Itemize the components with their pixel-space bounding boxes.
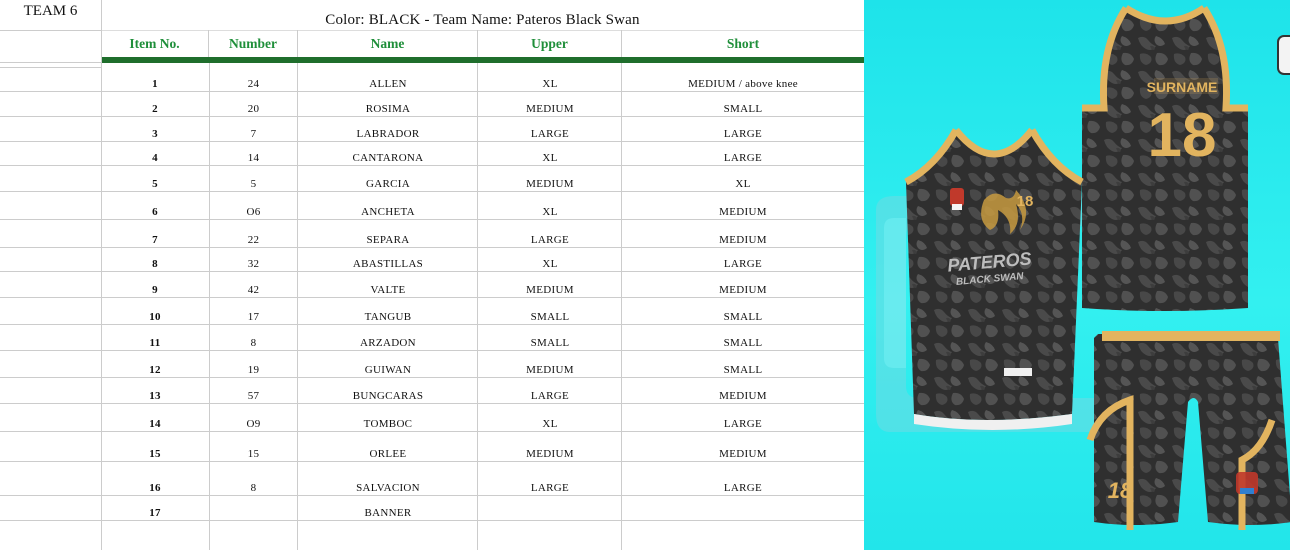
cell-short[interactable]: MEDIUM	[719, 284, 767, 296]
cell-name[interactable]: BUNGCARAS	[352, 390, 424, 402]
cell-name[interactable]: LABRADOR	[356, 128, 420, 140]
cell-name[interactable]: ORLEE	[369, 448, 407, 460]
gridline	[0, 62, 101, 63]
cell-item[interactable]: 8	[152, 258, 158, 270]
cell-short[interactable]: LARGE	[723, 418, 763, 430]
cell-name[interactable]: SEPARA	[366, 234, 410, 246]
cell-item[interactable]: 16	[149, 482, 161, 494]
cell-number[interactable]: 19	[247, 364, 260, 376]
cell-number[interactable]: 5	[250, 178, 257, 190]
cell-short[interactable]: XL	[735, 178, 751, 190]
table-row[interactable]	[101, 248, 864, 272]
cell-name[interactable]: VALTE	[370, 284, 406, 296]
gridline	[0, 91, 101, 92]
gridline	[0, 520, 101, 521]
cell-upper[interactable]: LARGE	[530, 482, 570, 494]
gridline	[0, 271, 101, 272]
cell-short[interactable]: SMALL	[723, 337, 763, 349]
cell-upper[interactable]: SMALL	[530, 311, 570, 323]
cell-item[interactable]: 2	[152, 103, 158, 115]
cell-name[interactable]: TANGUB	[364, 311, 412, 323]
cell-item[interactable]: 17	[149, 507, 161, 519]
col-header-upper[interactable]: Upper	[478, 30, 622, 57]
table-row[interactable]	[101, 351, 864, 378]
cell-number[interactable]: 14	[247, 152, 260, 164]
chest-text-pateros: PATEROS	[946, 248, 1033, 276]
cell-item[interactable]: 12	[149, 364, 161, 376]
cell-name[interactable]: GARCIA	[366, 178, 410, 190]
table-row[interactable]	[101, 378, 864, 404]
cell-upper[interactable]: MEDIUM	[526, 103, 574, 115]
cell-name[interactable]: ALLEN	[369, 78, 407, 90]
cell-upper[interactable]: XL	[542, 152, 558, 164]
cell-number[interactable]: 8	[250, 482, 257, 494]
table-row[interactable]	[101, 462, 864, 496]
table-row[interactable]	[101, 166, 864, 192]
back-number: 18	[1147, 101, 1217, 170]
cell-name[interactable]: GUIWAN	[364, 364, 412, 376]
cell-name[interactable]: SALVACION	[356, 482, 420, 494]
cell-item[interactable]: 1	[152, 78, 158, 90]
cell-item[interactable]: 10	[149, 311, 161, 323]
cell-number[interactable]: 22	[247, 234, 260, 246]
table-row[interactable]	[101, 272, 864, 298]
cell-item[interactable]: 14	[149, 418, 161, 430]
cell-number[interactable]: 24	[247, 78, 260, 90]
cell-upper[interactable]: XL	[542, 418, 558, 430]
front-number: 18	[1016, 193, 1034, 210]
cell-short[interactable]: LARGE	[723, 128, 763, 140]
jersey-illustration	[864, 0, 1290, 550]
cell-number[interactable]: 32	[247, 258, 260, 270]
gridline	[0, 247, 101, 248]
cell-upper[interactable]: MEDIUM	[526, 178, 574, 190]
col-header-number[interactable]: Number	[209, 30, 298, 57]
col-header-short[interactable]: Short	[726, 36, 760, 51]
cell-upper[interactable]: XL	[542, 258, 558, 270]
gridline	[0, 324, 101, 325]
cell-short[interactable]: SMALL	[723, 311, 763, 323]
table-row[interactable]	[101, 63, 864, 92]
cell-number[interactable]: O9	[246, 418, 261, 430]
cell-short[interactable]: MEDIUM	[719, 390, 767, 402]
cell-number[interactable]: 17	[247, 311, 260, 323]
table-row[interactable]	[101, 117, 864, 142]
cell-number[interactable]: 7	[250, 128, 257, 140]
shorts-number: 18	[1107, 478, 1133, 503]
cell-short[interactable]: LARGE	[723, 152, 763, 164]
edge-badge	[1278, 36, 1290, 74]
cell-upper[interactable]: SMALL	[530, 337, 570, 349]
cell-upper[interactable]: MEDIUM	[526, 284, 574, 296]
cell-number[interactable]: 20	[247, 103, 260, 115]
table-row[interactable]	[101, 298, 864, 325]
cell-upper[interactable]: LARGE	[530, 128, 570, 140]
cell-short[interactable]: MEDIUM	[719, 234, 767, 246]
col-header-name[interactable]: Name	[298, 30, 478, 57]
table-row[interactable]	[101, 325, 864, 351]
gridline	[0, 431, 101, 432]
cell-short[interactable]: MEDIUM	[719, 448, 767, 460]
col-header-item-no[interactable]: Item No.	[101, 30, 209, 57]
cell-item[interactable]: 4	[152, 152, 158, 164]
cell-item[interactable]: 7	[152, 234, 158, 246]
cell-item[interactable]: 11	[149, 337, 161, 349]
cell-number[interactable]: 57	[247, 390, 260, 402]
cell-item[interactable]: 13	[149, 390, 161, 402]
gridline	[0, 461, 101, 462]
team-label: TEAM 6	[0, 0, 102, 31]
cell-short[interactable]: LARGE	[723, 482, 763, 494]
cell-number[interactable]: 8	[250, 337, 257, 349]
cell-item[interactable]: 15	[149, 448, 161, 460]
cell-short[interactable]: SMALL	[723, 103, 763, 115]
cell-upper[interactable]: LARGE	[530, 234, 570, 246]
cell-upper[interactable]: MEDIUM	[526, 364, 574, 376]
chest-text-black-swan: BLACK SWAN	[955, 271, 1025, 288]
gridline	[0, 116, 101, 117]
cell-upper[interactable]: MEDIUM	[526, 448, 574, 460]
gridline	[0, 377, 101, 378]
gridline	[0, 141, 101, 142]
cell-number[interactable]: O6	[246, 206, 261, 218]
cell-item[interactable]: 3	[152, 128, 158, 140]
cell-name[interactable]: ROSIMA	[365, 103, 411, 115]
jersey-mockup	[864, 0, 1290, 550]
sheet-title: Color: BLACK - Team Name: Pateros Black Swan	[101, 0, 864, 31]
cell-name[interactable]: ARZADON	[360, 337, 416, 349]
cell-item[interactable]: 6	[152, 206, 158, 218]
table-row[interactable]	[101, 496, 864, 521]
table-row[interactable]	[101, 220, 864, 248]
cell-name[interactable]: TOMBOC	[363, 418, 413, 430]
cell-item[interactable]: 5	[152, 178, 158, 190]
cell-name[interactable]: CANTARONA	[352, 152, 424, 164]
cell-short[interactable]: LARGE	[723, 258, 763, 270]
cell-name[interactable]: ANCHETA	[361, 206, 415, 218]
gridline	[0, 67, 101, 68]
table-row[interactable]	[101, 192, 864, 220]
gridline	[0, 191, 101, 192]
cell-number[interactable]: 15	[247, 448, 260, 460]
cell-item[interactable]: 9	[152, 284, 158, 296]
table-row[interactable]	[101, 92, 864, 117]
cell-short[interactable]: SMALL	[723, 364, 763, 376]
cell-number[interactable]: 42	[247, 284, 260, 296]
gridline	[0, 219, 101, 220]
cell-short[interactable]: MEDIUM	[719, 206, 767, 218]
cell-short[interactable]: MEDIUM / above knee	[688, 78, 798, 90]
gridline	[0, 495, 101, 496]
table-row[interactable]	[101, 404, 864, 432]
gridline	[0, 297, 101, 298]
table-row[interactable]	[101, 432, 864, 462]
gridline	[0, 165, 101, 166]
gridline	[0, 403, 101, 404]
table-row[interactable]	[101, 142, 864, 166]
gridline	[0, 350, 101, 351]
cell-upper[interactable]: LARGE	[530, 390, 570, 402]
back-surname: SURNAME	[1146, 79, 1218, 95]
cell-name[interactable]: ABASTILLAS	[352, 258, 424, 270]
cell-name[interactable]: BANNER	[364, 507, 412, 519]
cell-upper[interactable]: XL	[542, 206, 558, 218]
cell-upper[interactable]: XL	[542, 78, 558, 90]
